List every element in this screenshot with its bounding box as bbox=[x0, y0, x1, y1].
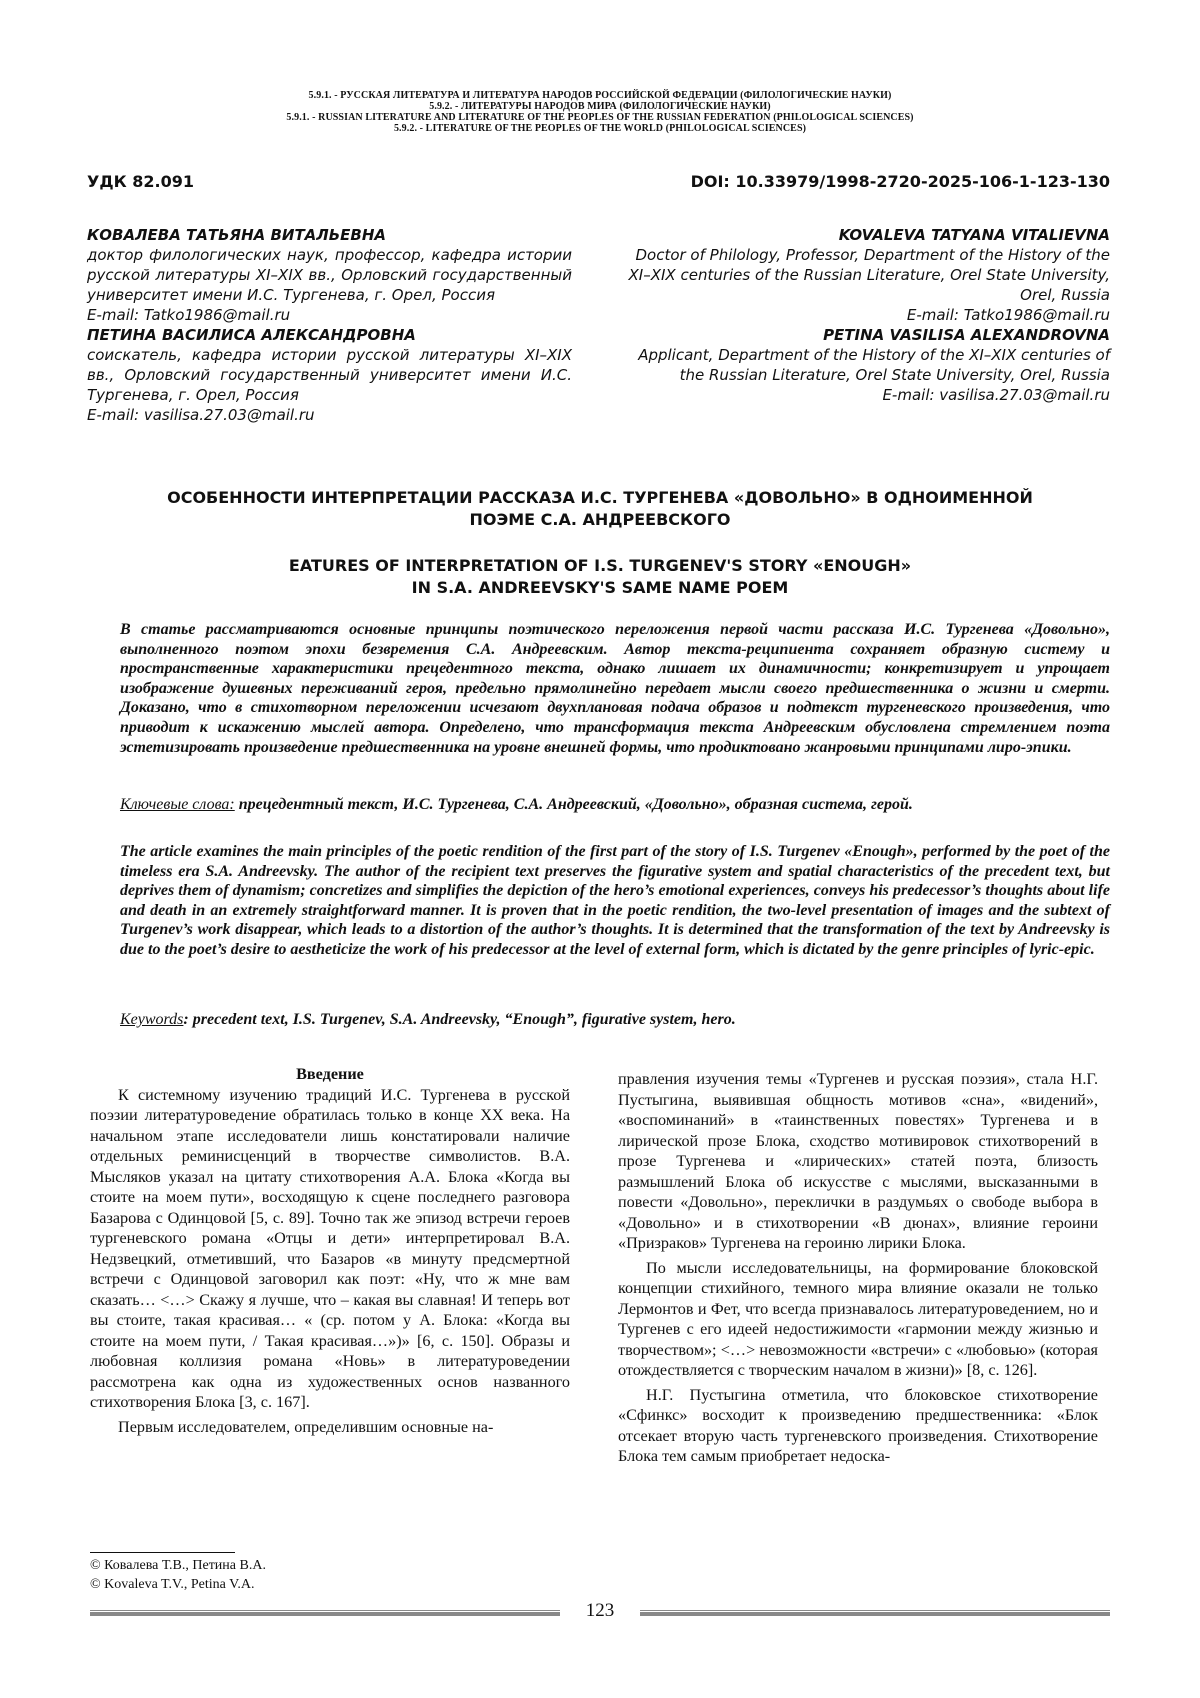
paragraph: Первым исследователем, определившим основные на- bbox=[118, 1417, 494, 1436]
author-email: E-mail: Tatko1986@mail.ru bbox=[906, 306, 1110, 324]
author-email: E-mail: vasilisa.27.03@mail.ru bbox=[87, 406, 315, 424]
authors-ru bbox=[87, 225, 572, 425]
page-number: 123 bbox=[560, 1600, 640, 1622]
author-email: E-mail: Tatko1986@mail.ru bbox=[87, 306, 291, 324]
author-email: E-mail: vasilisa.27.03@mail.ru bbox=[882, 386, 1110, 404]
title-line: EATURES OF INTERPRETATION OF I.S. TURGENEV'S STORY «ENOUGH» bbox=[288, 556, 912, 575]
author-name: ПЕТИНА ВАСИЛИСА АЛЕКСАНДРОВНА bbox=[87, 326, 416, 344]
footnotes bbox=[90, 1556, 266, 1594]
copyright-line: © Kovaleva T.V., Petina V.A. bbox=[90, 1577, 255, 1592]
abstract-ru: В статье рассматриваются основные принципы поэтического переложения первой части рассказа И.С. Тургенева «Довольно», выполненного поэтом эпохи безвремения С.А. Андреевским. Автор текста-реципиента сохраняет образную систему и пространственные характеристики прецедентного текста, однако лишает их динамичности; конкретизирует и упрощает изображение душевных переживаний героя, предельно прямолинейно передает мысли своего предшественника о жизни и смерти. Доказано, что в стихотворном переложении исчезают двухплановая подача образов и подтекст тургеневского произведения, что приводит к искажению мыслей автора. Определено, что трансформация текста Андреевским обусловлена стремлением поэта эстетизировать произведение предшественника на уровне внешней формы, что продиктовано жанровыми принципами лиро-эпики. bbox=[120, 621, 1110, 756]
title-line: ПОЭМЕ С.А. АНДРЕЕВСКОГО bbox=[469, 510, 731, 529]
paragraph: Н.Г. Пустыгина отметила, что блоковское стихотворение «Сфинкс» восходит к произведению предшественника: «Блок отсекает вторую часть тургеневского произведения. Стихотворение Блока тем самым приобретает недоска- bbox=[618, 1385, 1098, 1465]
keywords-ru bbox=[120, 795, 1110, 815]
header-line: 5.9.2. - ЛИТЕРАТУРЫ НАРОДОВ МИРА (ФИЛОЛОГИЧЕСКИЕ НАУКИ) bbox=[429, 101, 771, 112]
footnote-rule bbox=[90, 1552, 235, 1553]
header-line: 5.9.2. - LITERATURE OF THE PEOPLES OF THE WORLD (PHILOLOGICAL SCIENCES) bbox=[393, 123, 807, 134]
section-header bbox=[90, 90, 1110, 134]
article-title-ru bbox=[90, 487, 1110, 531]
body-column-left bbox=[90, 1064, 570, 1437]
author-name: КОВАЛЕВА ТАТЬЯНА ВИТАЛЬЕВНА bbox=[87, 226, 387, 244]
paragraph: правления изучения темы «Тургенев и русская поэзия», стала Н.Г. Пустыгина, выявившая общность мотивов «сна», «видений», «воспоминаний» в «таинственных повестях» Тургенева и в лирической прозе Блока, сходство мотивировок стихотворений в прозе Тургенева и «лирических» статей поэта, близость размышлений Блока об искусстве с мыслями, высказанными в повести «Довольно», переклички в раздумьях о свободе выбора в «Довольно» и в стихотворении «В дюнах», влияние героини «Призраков» Тургенева на героиню лирики Блока. bbox=[618, 1070, 1098, 1252]
doi: DOI: 10.33979/1998-2720-2025-106-1-123-130 bbox=[690, 172, 1110, 191]
header-line: 5.9.1. - РУССКАЯ ЛИТЕРАТУРА И ЛИТЕРАТУРА НАРОДОВ РОССИЙСКОЙ ФЕДЕРАЦИИ (ФИЛОЛОГИЧЕСКИЕ НАУКИ) bbox=[308, 90, 892, 101]
paragraph: По мысли исследовательницы, на формирование блоковской концепции стихийного, темного мира влияние оказали не только Лермонтов и Фет, что всегда признавалось литературоведением, но и Тургенев с его идеей недостижимости «гармонии между жизнью и творчеством»; <…> невозможности «встречи» с «любовью» (которая отождествляется с творческим началом в жизни)» [8, с. 126]. bbox=[618, 1258, 1098, 1379]
authors-en bbox=[625, 225, 1110, 405]
copyright-line: © Ковалева Т.В., Петина В.А. bbox=[90, 1558, 266, 1573]
title-line: IN S.A. ANDREEVSKY'S SAME NAME POEM bbox=[411, 578, 789, 597]
header-line: 5.9.1. - RUSSIAN LITERATURE AND LITERATURE OF THE PEOPLES OF THE RUSSIAN FEDERATION (PHILOLOGICAL SCIENCES) bbox=[286, 112, 914, 123]
author-affiliation: Doctor of Philology, Professor, Department of the History of the XI–XIX centuries of the Russian Literature, Orel State University, Orel, Russia bbox=[628, 246, 1110, 304]
keywords-text: прецедентный текст, И.С. Тургенева, С.А. Андреевский, «Довольно», образная система, герой. bbox=[238, 796, 913, 813]
author-affiliation: соискатель, кафедра истории русской литературы XI–XIX вв., Орловский государственный университет имени И.С. Тургенева, г. Орел, Россия bbox=[87, 346, 572, 404]
keywords-en bbox=[120, 1010, 1110, 1030]
abstract-en: The article examines the main principles of the poetic rendition of the first part of the story of I.S. Turgenev «Enough», performed by the poet of the timeless era S.A. Andreevsky. The author of the recipient text preserves the figurative system and spatial characteristics of the precedent text, but deprives them of dynamism; concretizes and simplifies the depiction of the hero’s emotional experiences, conveys his predecessor’s thoughts about life and death in an extremely straightforward manner. It is proven that in the poetic rendition, the two-level presentation of images and the subtext of Turgenev’s work disappear, which leads to a distortion of the author’s thoughts. It is determined that the transformation of the text by Andreevsky is due to the poet’s desire to aestheticize the work of his predecessor at the level of external form, which is dictated by the genre principles of lyric-epic. bbox=[120, 843, 1110, 958]
keywords-label: Keywords bbox=[120, 1011, 184, 1028]
paragraph: К системному изучению традиций И.С. Тургенева в русской поэзии литературоведение обратилась только в конце XX века. На начальном этапе исследователи лишь констатировали наличие отдельных реминисценций в творчестве символистов. В.А. Мысляков указал на цитату стихотворения А.А. Блока «Когда вы стоите на моем пути», восходящую к сцене последнего разговора Базарова с Одинцовой [5, с. 89]. Точно так же эпизод встречи героев тургеневского романа «Отцы и дети» интерпретировал В.А. Недзвецкий, отметивший, что Базаров «в минуту предсмертной встречи с Одинцовой заговорил как поэт: «Ну, что ж мне вам сказать… <…> Скажу я лучше, что – какая вы славная! И теперь вот вы стоите, такая красивая… « (ср. потом у А. Блока: «Когда вы стоите на моем пути, / Такая красивая…»)» [6, с. 150]. Образы и любовная коллизия романа «Новь» в литературоведении рассмотрена как одна из художественных основ названного стихотворения Блока [3, с. 167]. bbox=[90, 1085, 570, 1411]
author-name: PETINA VASILISA ALEXANDROVNA bbox=[823, 326, 1110, 344]
udk-code: УДК 82.091 bbox=[87, 172, 194, 191]
body-column-right bbox=[618, 1069, 1098, 1467]
article-title-en bbox=[90, 555, 1110, 599]
title-line: ОСОБЕННОСТИ ИНТЕРПРЕТАЦИИ РАССКАЗА И.С. ТУРГЕНЕВА «ДОВОЛЬНО» В ОДНОИМЕННОЙ bbox=[167, 488, 1033, 507]
author-affiliation: доктор филологических наук, профессор, кафедра истории русской литературы XI–XIX вв., Орловский государственный университет имени И.С. Тургенева, г. Орел, Россия bbox=[87, 246, 572, 304]
author-name: KOVALEVA TATYANA VITALIEVNA bbox=[838, 226, 1110, 244]
author-affiliation: Applicant, Department of the History of the XI–XIX centuries of the Russian Literature, Orel State University, Orel, Russia bbox=[638, 346, 1110, 384]
keywords-text: : precedent text, I.S. Turgenev, S.A. Andreevsky, “Enough”, figurative system, hero. bbox=[183, 1011, 736, 1028]
section-title: Введение bbox=[296, 1065, 364, 1083]
keywords-label: Ключевые слова: bbox=[120, 796, 235, 813]
